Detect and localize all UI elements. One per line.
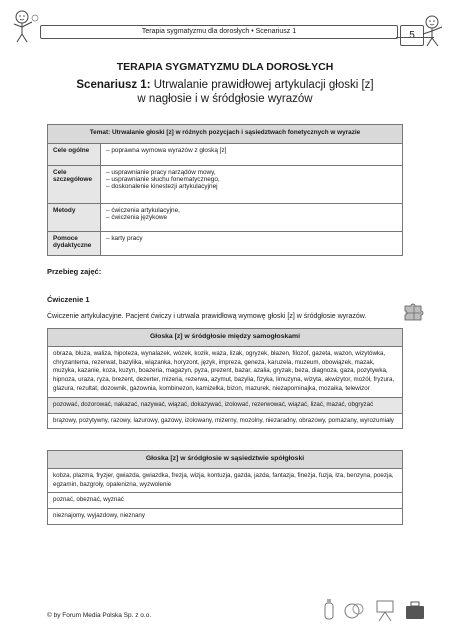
page-number: 5 bbox=[400, 25, 424, 46]
puzzle-icon bbox=[403, 302, 425, 327]
adjectives-cell: brązowy, pozytywny, razowy, lazurowy, gazowy, izolowany, mizerny, mozolny, niezaradny, obrazowy, pomazany, wyrozumiały bbox=[48, 413, 403, 429]
nouns-cell: obraza, bluza, waliza, hipoteza, wynalazek, wózek, kozik, waza, lizak, ogryzek, błazen, filozof, gazeta, wazon, wizytówka, chryzantema, rezerwat, bazylika, wiązanka, horyzont, język, imprеza, geneza, karuzela, muzeum, obowiązek, mazak, muzyka, kazanie, koza, kuzyn, boazeria, magazyn, pyza, prezent, bazar, azalia, gryzak, beza, diagnoza, gaza, pozytywka, hipnoza, uraza, ryza, brezent, dezerter, mizeria, rezerwa, azymut, bazylia, fizyka, limuzyna, wizyta, akwizytor, możół, fryzura, glazura, rezultat, dozownik, gazownia, kombinezon, kamizelka, bizon, mazurek, niezapominajka, mozaika, telewizor bbox=[48, 346, 403, 397]
words-next-to-consonant-table bbox=[47, 450, 403, 525]
bottle-icon bbox=[325, 599, 333, 619]
child-figure-right-icon bbox=[420, 14, 448, 53]
info-value bbox=[101, 144, 403, 166]
running-header: Terapia sygmatyzmu dla dorosłych • Scenariusz 1 bbox=[40, 25, 398, 39]
lesson-course-heading: Przebieg zajęć: bbox=[47, 267, 102, 276]
table-heading: Głoska [z] w śródgłosie między samogłoskami bbox=[48, 329, 403, 347]
exercise-description: Ćwiczenie artykulacyjne. Pacjent ćwiczy i utrwala prawidłową wymowę głoski [z] w śródgłosie wyrazów. bbox=[47, 313, 367, 320]
footer-icons bbox=[322, 597, 428, 628]
info-item: – ćwiczenia artykulacyjne, bbox=[106, 207, 397, 214]
info-value bbox=[101, 166, 403, 204]
scenario-line-2: w nagłosie i w śródgłosie wyrazów bbox=[137, 93, 313, 105]
scenario-line-1: Utrwalanie prawidłowej artykulacji głoski [z] bbox=[153, 79, 374, 91]
scenario-label: Scenariusz 1: bbox=[76, 79, 151, 91]
exercise-heading: Ćwiczenie 1 bbox=[47, 295, 90, 304]
copyright: © by Forum Media Polska Sp. z o.o. bbox=[47, 612, 152, 619]
info-item: – ćwiczenia językowe bbox=[106, 214, 397, 221]
words-between-vowels-table bbox=[47, 328, 403, 429]
info-item: – poprawna wymowa wyrazów z głoską [z] bbox=[106, 147, 397, 154]
adjectives-cell: nieznajomy, wyjazdowy, nieznany bbox=[48, 509, 403, 525]
scenario-title bbox=[0, 78, 450, 106]
info-label: Cele ogólne bbox=[48, 144, 101, 166]
child-figure-left-icon bbox=[8, 8, 40, 49]
info-label: Pomoce dydaktyczne bbox=[48, 232, 101, 256]
document-title: TERAPIA SYGMATYZMU DLA DOROSŁYCH bbox=[116, 61, 334, 73]
info-value bbox=[101, 204, 403, 232]
info-label: Cele szczegółowe bbox=[48, 166, 101, 204]
info-label: Metody bbox=[48, 204, 101, 232]
cards-icon bbox=[345, 604, 363, 618]
verbs-cell: pozować, dozorować, nakazać, nazywać, wiązać, dokazywać, izolować, rezerwować, wiązać, lizać, mazać, obgryzać bbox=[48, 397, 403, 413]
info-item: – usprawnianie słuchu fonematycznego, bbox=[106, 176, 397, 183]
info-item: – karty pracy bbox=[106, 235, 397, 242]
lesson-info-table bbox=[47, 124, 403, 256]
table-heading: Głoska [z] w śródgłosie w sąsiedztwie spółgłoski bbox=[48, 451, 403, 469]
topic-heading: Temat: Utrwalanie głoski [z] w różnych pozycjach i sąsiedztwach fonetycznych w wyrazie bbox=[48, 125, 403, 144]
nouns-cell: kobza, plazma, fryzjer, gwiazda, gwiazdka, frezja, wizja, kontuzja, gazda, jazda, fantazja, fineżja, fuzja, łza, benzyna, poezja, egzamin, bazgroły, opalenizna, wyzwolenie bbox=[48, 468, 403, 493]
easel-icon bbox=[377, 601, 393, 621]
briefcase-icon bbox=[406, 602, 424, 619]
verbs-cell: poznać, obeznać, wyznać bbox=[48, 493, 403, 509]
info-item: – usprawnianie pracy narządów mowy, bbox=[106, 169, 397, 176]
info-value bbox=[101, 232, 403, 256]
info-item: – doskonalenie kinestezji artykulacyjnej bbox=[106, 183, 397, 190]
